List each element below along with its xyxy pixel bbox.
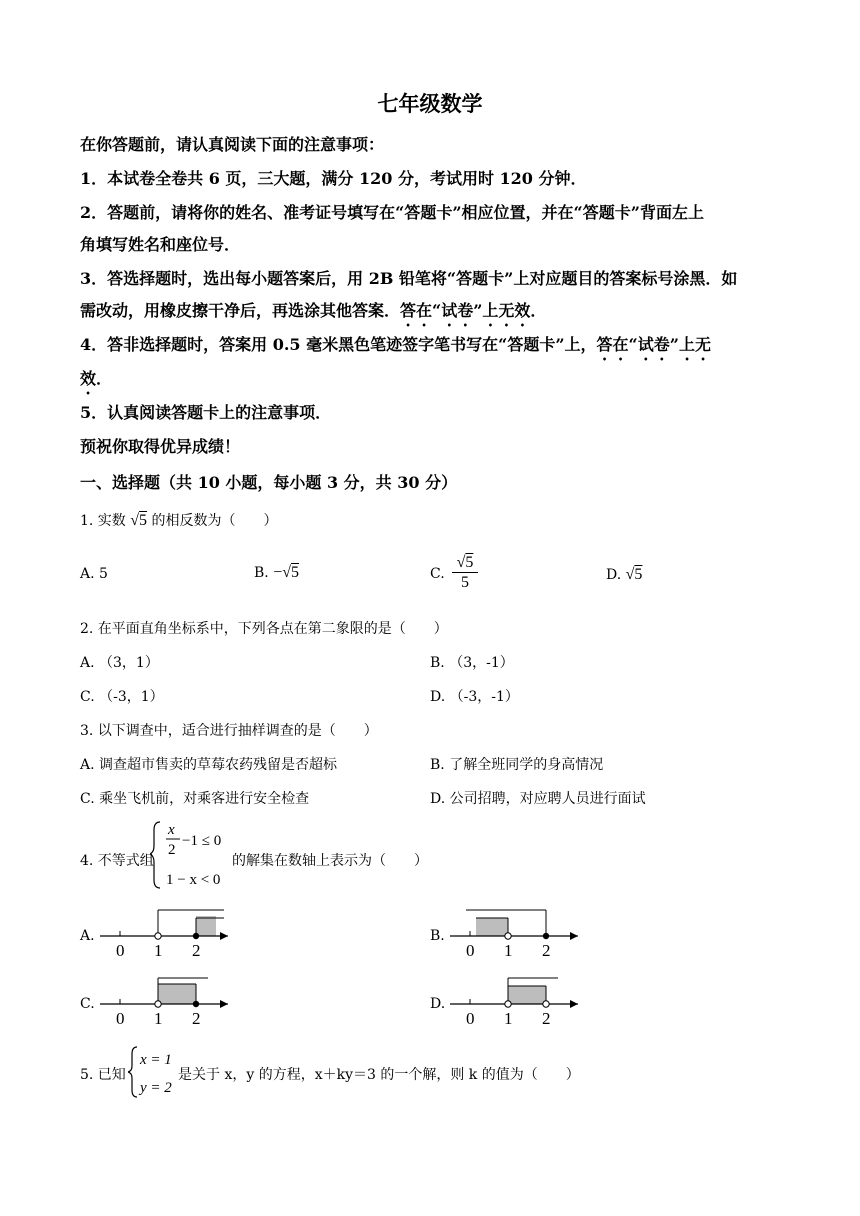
closed-point xyxy=(543,933,549,939)
shaded-region xyxy=(158,984,196,1004)
eq2: y = 2 xyxy=(140,1080,172,1096)
svg-text:0: 0 xyxy=(466,941,475,960)
svg-text:2: 2 xyxy=(542,941,551,960)
svg-text:1: 1 xyxy=(504,1009,513,1028)
svg-text:1: 1 xyxy=(504,941,513,960)
ineq1-numerator: x xyxy=(168,822,175,838)
q2-option-b[interactable]: B. （3，-1） xyxy=(430,655,514,671)
q1-option-d[interactable]: D. √5 xyxy=(606,566,643,583)
q5-stem-post: 是关于 x，y 的方程，x＋ky＝3 的一个解，则 k 的值为（ ） xyxy=(178,1067,580,1083)
eq1: x = 1 xyxy=(140,1052,172,1068)
svg-text:2: 2 xyxy=(192,941,201,960)
number-line-c xyxy=(96,972,236,1028)
emphasis-text: 答在“试卷”上无 xyxy=(596,335,711,354)
shaded-region xyxy=(476,918,508,936)
q1-option-b[interactable]: B. −√5 xyxy=(254,564,300,581)
notice-heading: 在你答题前，请认真阅读下面的注意事项： xyxy=(80,135,385,154)
ineq1-rest: −1 ≤ 0 xyxy=(182,833,222,849)
svg-text:0: 0 xyxy=(116,941,125,960)
q1-option-c[interactable]: C. xyxy=(430,566,445,582)
open-point xyxy=(155,933,161,939)
svg-text:0: 0 xyxy=(466,1009,475,1028)
notice-5: 5．认真阅读答题卡上的注意事项． xyxy=(80,403,332,422)
q2-stem: 2. 在平面直角坐标系中，下列各点在第二象限的是（ ） xyxy=(80,621,448,637)
q2-option-c[interactable]: C. （-3，1） xyxy=(80,689,164,705)
q2-option-d[interactable]: D. （-3，-1） xyxy=(430,689,519,705)
q4-stem-pre: 4. 不等式组 xyxy=(80,853,154,869)
q4-stem-post: 的解集在数轴上表示为（ ） xyxy=(232,853,428,869)
notice-2: 2．答题前，请将你的姓名、准考证号填写在“答题卡”相应位置，并在“答题卡”背面左上 xyxy=(80,203,704,222)
q3-option-a[interactable]: A. 调查超市售卖的草莓农药残留是否超标 xyxy=(80,757,338,773)
q4-inequality-system xyxy=(150,818,234,890)
svg-text:2: 2 xyxy=(542,1009,551,1028)
open-point xyxy=(505,933,511,939)
q1-option-a[interactable]: A. 5 xyxy=(80,566,108,582)
open-point xyxy=(155,1001,161,1007)
q4-option-d[interactable]: D. xyxy=(430,996,446,1012)
q4-option-a[interactable]: A. xyxy=(80,928,95,944)
q5-stem-pre: 5. 已知 xyxy=(80,1067,126,1083)
svg-text:1: 1 xyxy=(154,1009,163,1028)
open-point xyxy=(505,1001,511,1007)
ineq2: 1 − x < 0 xyxy=(166,872,221,888)
page-title: 七年级数学 xyxy=(377,91,483,116)
q4-option-c[interactable]: C. xyxy=(80,996,95,1012)
emphasis-text: 答在“试卷”上无效． xyxy=(400,301,547,320)
svg-text:1: 1 xyxy=(154,941,163,960)
notice-3-cont: 需改动，用橡皮擦干净后，再选涂其他答案．答在“试卷”上无效． xyxy=(80,301,547,320)
notice-2-cont: 角填写姓名和座位号． xyxy=(80,235,241,254)
ineq1-denominator: 2 xyxy=(168,842,176,858)
svg-text:2: 2 xyxy=(192,1009,201,1028)
svg-text:0: 0 xyxy=(116,1009,125,1028)
q1-stem: 1. 实数 √5 的相反数为（ ） xyxy=(80,512,278,529)
q4-option-b[interactable]: B. xyxy=(430,928,445,944)
section-heading: 一、选择题（共 10 小题，每小题 3 分，共 30 分） xyxy=(80,473,458,492)
closed-point xyxy=(193,1001,199,1007)
wish-text: 预祝你取得优异成绩！ xyxy=(80,437,241,456)
q3-option-c[interactable]: C. 乘坐飞机前，对乘客进行安全检查 xyxy=(80,791,310,807)
closed-point xyxy=(193,933,199,939)
q3-option-d[interactable]: D. 公司招聘，对应聘人员进行面试 xyxy=(430,791,646,807)
notice-4: 4．答非选择题时，答案用 0.5 毫米黑色笔迹签字笔书写在“答题卡”上，答在“试卷”上无 xyxy=(80,335,711,354)
sqrt5: √5 xyxy=(130,512,148,529)
shaded-region xyxy=(508,986,546,1004)
q1-fraction: √5 5 xyxy=(452,554,478,593)
number-line-b xyxy=(446,904,586,960)
shaded-region xyxy=(196,916,216,936)
open-point xyxy=(543,1001,549,1007)
number-line-a xyxy=(96,904,236,960)
notice-1: 1．本试卷全卷共 6 页，三大题，满分 120 分，考试用时 120 分钟． xyxy=(80,169,587,188)
number-line-d xyxy=(446,972,586,1028)
q3-option-b[interactable]: B. 了解全班同学的身高情况 xyxy=(430,757,604,773)
q5-equation-system xyxy=(128,1044,180,1100)
notice-4-cont: 效． xyxy=(80,369,113,388)
q3-stem: 3. 以下调查中，适合进行抽样调查的是（ ） xyxy=(80,723,378,739)
q2-option-a[interactable]: A. （3，1） xyxy=(80,655,159,671)
notice-3: 3．答选择题时，选出每小题答案后，用 2B 铅笔将“答题卡”上对应题目的答案标号涂黑．如 xyxy=(80,269,738,288)
